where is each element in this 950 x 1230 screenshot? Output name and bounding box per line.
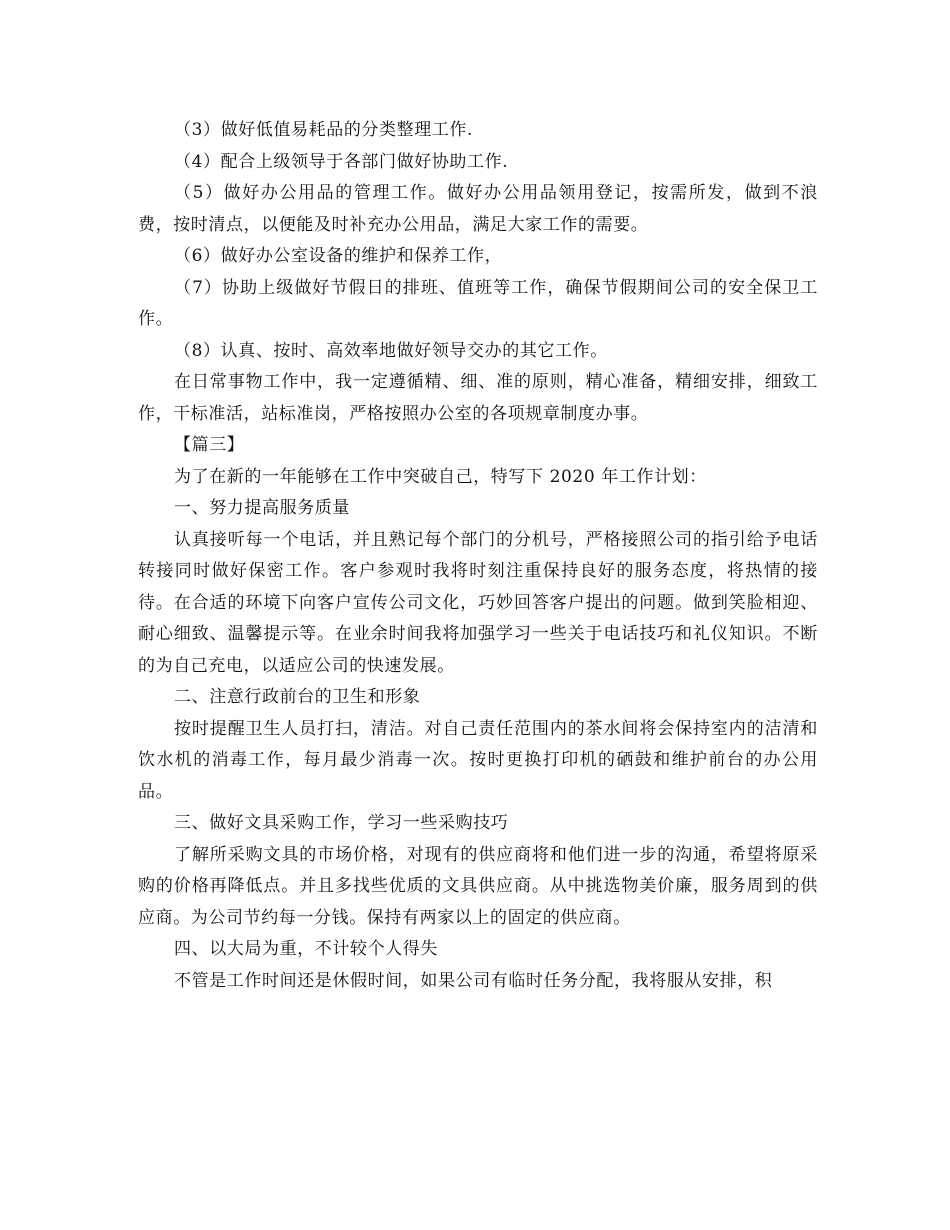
heading-stationery-purchase: 三、做好文具采购工作，学习一些采购技巧 [174, 813, 509, 833]
paragraph-item-4: （4）配合上级领导于各部门做好协助工作. [174, 151, 509, 172]
paragraph-hygiene-image: 按时提醒卫生人员打扫，清洁。对自己责任范围内的茶水间将会保持室内的洁清和饮水机的消毒工作，每月最少消毒一次。按时更换打印机的硒鼓和维护前台的办公用品。 [138, 718, 818, 802]
paragraph-item-6: （6）做好办公室设备的维护和保养工作， [174, 246, 503, 266]
paragraph-item-5: （5）做好办公用品的管理工作。做好办公用品领用登记，按需所发，做到不浪费，按时清点，以便能及时补充办公用品，满足大家工作的需要。 [138, 183, 818, 235]
heading-hygiene-image: 二、注意行政前台的卫生和形象 [174, 687, 421, 707]
paragraph-intro-plan: 为了在新的一年能够在工作中突破自己，特写下 2020 年工作计划： [174, 466, 707, 487]
section-heading-part-three: 【篇三】 [174, 435, 245, 455]
paragraph-item-7: （7）协助上级做好节假日的排班、值班等工作，确保节假期间公司的安全保卫工作。 [138, 277, 818, 329]
paragraph-item-8: （8）认真、按时、高效率地做好领导交办的其它工作。 [174, 340, 608, 361]
heading-big-picture: 四、以大局为重，不计较个人得失 [174, 939, 438, 959]
paragraph-service-quality: 认真接听每一个电话，并且熟记每个部门的分机号，严格接照公司的指引给予电话转接同时做好保密工作。客户参观时我将时刻注重保持良好的服务态度，将热情的接待。在合适的环境下向客户宣传公司文化，巧妙回答客户提出的问题。做到笑脸相迎、耐心细致、温馨提示等。在业余时间我将加强学习一些关于电话技巧和礼仪知识。不断的为自己充电，以适应公司的快速发展。 [138, 529, 818, 676]
paragraph-stationery-purchase: 了解所采购文具的市场价格，对现有的供应商将和他们进一步的沟通，希望将原采购的价格再降低点。并且多找些优质的文具供应商。从中挑选物美价廉，服务周到的供应商。为公司节约每一分钱。保持有两家以上的固定的供应商。 [138, 844, 818, 928]
paragraph-big-picture: 不管是工作时间还是休假时间，如果公司有临时任务分配，我将服从安排，积 [174, 970, 773, 991]
document-body [138, 115, 818, 997]
heading-service-quality: 一、努力提高服务质量 [174, 498, 350, 518]
paragraph-daily-work: 在日常事物工作中，我一定遵循精、细、准的原则，精心准备，精细安排，细致工作，干标准活，站标准岗，严格按照办公室的各项规章制度办事。 [138, 372, 818, 424]
paragraph-item-3: （3）做好低值易耗品的分类整理工作. [174, 120, 474, 140]
